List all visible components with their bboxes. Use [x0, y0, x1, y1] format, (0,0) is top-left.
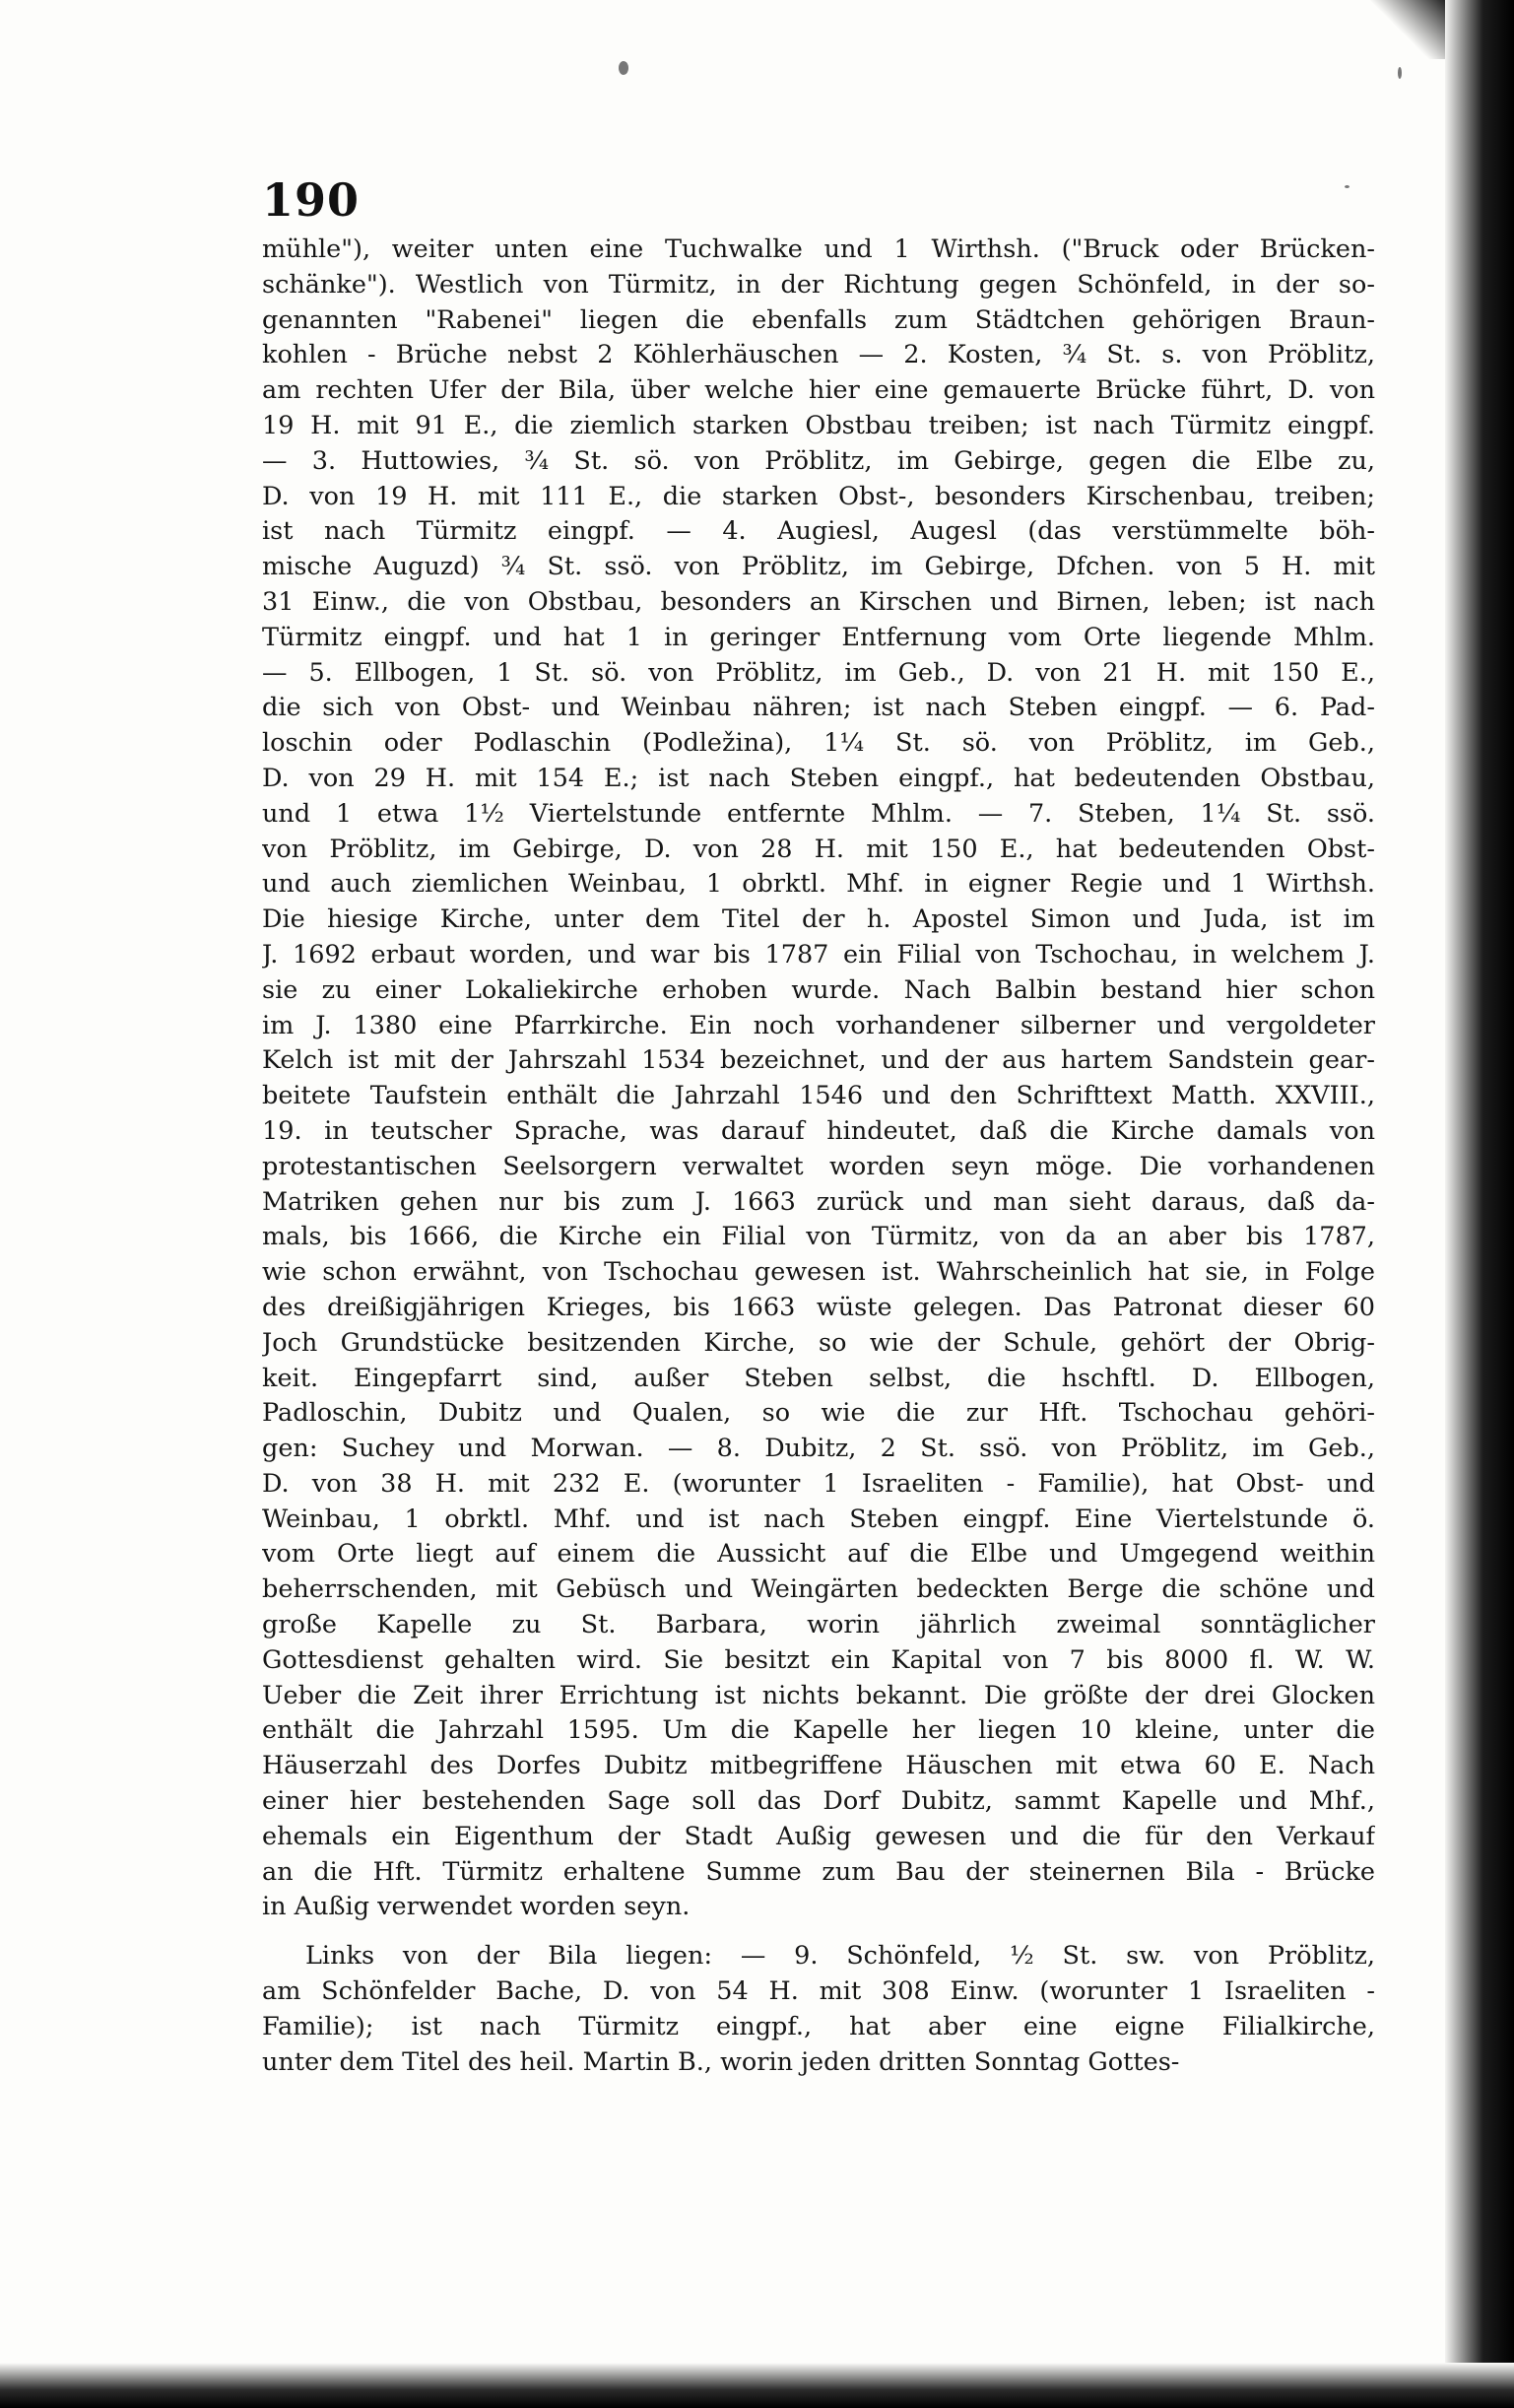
text-line: Familie); ist nach Türmitz eingpf., hat aber eine eigne Filialkirche,	[262, 2011, 1375, 2041]
text-line: unter dem Titel des heil. Martin B., worin jeden dritten Sonntag Gottes-	[262, 2046, 1180, 2077]
text-line: gen: Suchey und Morwan. — 8. Dubitz, 2 St. ssö. von Pröblitz, im Geb.,	[262, 1434, 1375, 1464]
paragraph-gap	[262, 1925, 1375, 1939]
text-line: Türmitz eingpf. und hat 1 in geringer Entfernung vom Orte liegende Mhlm.	[262, 622, 1375, 652]
text-line: Gottesdienst gehalten wird. Sie besitzt ein Kapital von 7 bis 8000 fl. W. W.	[262, 1644, 1375, 1675]
page-number: 190	[262, 173, 361, 227]
text-line: Häuserzahl des Dorfes Dubitz mitbegriffene Häuschen mit etwa 60 E. Nach	[262, 1751, 1375, 1781]
text-line: schänke"). Westlich von Türmitz, in der Richtung gegen Schönfeld, in der so-	[262, 269, 1375, 300]
text-line: Joch Grundstücke besitzenden Kirche, so wie der Schule, gehört der Obrig-	[262, 1327, 1375, 1358]
text-line: 19. in teutscher Sprache, was darauf hindeutet, daß die Kirche damals von	[262, 1115, 1375, 1146]
text-line: genannten "Rabenei" liegen die ebenfalls zum Städtchen gehörigen Braun-	[262, 304, 1375, 335]
text-line: Weinbau, 1 obrktl. Mhf. und ist nach Steben eingpf. Eine Viertelstunde ö.	[262, 1504, 1375, 1534]
text-line: sie zu einer Lokaliekirche erhoben wurde. Nach Balbin bestand hier schon	[262, 974, 1375, 1005]
text-line: ist nach Türmitz eingpf. — 4. Augiesl, Augesl (das verstümmelte böh-	[262, 516, 1375, 547]
text-line: — 3. Huttowies, ¾ St. sö. von Pröblitz, im Gebirge, gegen die Elbe zu,	[262, 445, 1375, 476]
text-line: D. von 19 H. mit 111 E., die starken Obst-, besonders Kirschenbau, treiben;	[262, 481, 1375, 511]
text-line: und 1 etwa 1½ Viertelstunde entfernte Mhlm. — 7. Steben, 1¼ St. ssö.	[262, 798, 1375, 829]
text-line: im J. 1380 eine Pfarrkirche. Ein noch vorhandener silberner und vergoldeter	[262, 1010, 1375, 1040]
text-line: große Kapelle zu St. Barbara, worin jährlich zweimal sonntäglicher	[262, 1610, 1375, 1640]
paragraph	[262, 233, 1375, 1925]
text-line: Padloschin, Dubitz und Qualen, so wie die zur Hft. Tschochau gehöri-	[262, 1398, 1375, 1429]
text-line: loschin oder Podlaschin (Podležina), 1¼ St. sö. von Pröblitz, im Geb.,	[262, 728, 1375, 759]
ink-speck	[1398, 67, 1402, 79]
text-line: ehemals ein Eigenthum der Stadt Außig gewesen und die für den Verkauf	[262, 1821, 1375, 1851]
text-line: wie schon erwähnt, von Tschochau gewesen ist. Wahrscheinlich hat sie, in Folge	[262, 1257, 1375, 1288]
text-line: und auch ziemlichen Weinbau, 1 obrktl. Mhf. in eigner Regie und 1 Wirthsh.	[262, 869, 1375, 900]
text-line: Matriken gehen nur bis zum J. 1663 zurück und man sieht daraus, daß da-	[262, 1186, 1375, 1217]
body-text	[262, 233, 1375, 2080]
text-line: die sich von Obst- und Weinbau nähren; ist nach Steben eingpf. — 6. Pad-	[262, 693, 1375, 723]
text-line: vom Orte liegt auf einem die Aussicht auf die Elbe und Umgegend weithin	[262, 1539, 1375, 1570]
text-line: beitete Taufstein enthält die Jahrzahl 1546 und den Schrifttext Matth. XXVIII.,	[262, 1081, 1375, 1111]
text-line: D. von 38 H. mit 232 E. (worunter 1 Israeliten - Familie), hat Obst- und	[262, 1468, 1375, 1499]
text-line: des dreißigjährigen Krieges, bis 1663 wüste gelegen. Das Patronat dieser 60	[262, 1292, 1375, 1322]
text-line: Die hiesige Kirche, unter dem Titel der h. Apostel Simon und Juda, ist im	[262, 904, 1375, 935]
text-line: in Außig verwendet worden seyn.	[262, 1892, 691, 1922]
text-line: von Pröblitz, im Gebirge, D. von 28 H. mit 150 E., hat bedeutenden Obst-	[262, 834, 1375, 864]
text-line: am rechten Ufer der Bila, über welche hier eine gemauerte Brücke führt, D. von	[262, 375, 1375, 406]
text-line: — 5. Ellbogen, 1 St. sö. von Pröblitz, im Geb., D. von 21 H. mit 150 E.,	[262, 657, 1375, 688]
text-line: Links von der Bila liegen: — 9. Schönfeld, ½ St. sw. von Pröblitz,	[305, 1941, 1375, 1972]
scan-edge-bottom	[0, 2363, 1514, 2408]
text-line: mühle"), weiter unten eine Tuchwalke und 1 Wirthsh. ("Bruck oder Brücken-	[262, 234, 1375, 264]
text-line: enthält die Jahrzahl 1595. Um die Kapelle her liegen 10 kleine, unter die	[262, 1715, 1375, 1746]
text-line: beherrschenden, mit Gebüsch und Weingärten bedeckten Berge die schöne und	[262, 1574, 1375, 1605]
text-line: keit. Eingepfarrt sind, außer Steben selbst, die hschftl. D. Ellbogen,	[262, 1363, 1375, 1393]
text-line: an die Hft. Türmitz erhaltene Summe zum Bau der steinernen Bila - Brücke	[262, 1856, 1375, 1887]
text-line: D. von 29 H. mit 154 E.; ist nach Steben eingpf., hat bedeutenden Obstbau,	[262, 763, 1375, 793]
text-line: kohlen - Brüche nebst 2 Köhlerhäuschen — 2. Kosten, ¾ St. s. von Pröblitz,	[262, 340, 1375, 370]
text-line: 19 H. mit 91 E., die ziemlich starken Obstbau treiben; ist nach Türmitz eingpf.	[262, 410, 1375, 440]
text-line: Kelch ist mit der Jahrszahl 1534 bezeichnet, und der aus hartem Sandstein gear-	[262, 1045, 1375, 1076]
text-line: einer hier bestehenden Sage soll das Dorf Dubitz, sammt Kapelle und Mhf.,	[262, 1786, 1375, 1817]
ink-speck	[1345, 185, 1349, 188]
ink-speck	[619, 61, 628, 75]
text-line: Ueber die Zeit ihrer Errichtung ist nichts bekannt. Die größte der drei Glocken	[262, 1680, 1375, 1710]
text-line: am Schönfelder Bache, D. von 54 H. mit 308 Einw. (worunter 1 Israeliten -	[262, 1976, 1375, 2007]
text-line: mische Auguzd) ¾ St. ssö. von Pröblitz, im Gebirge, Dfchen. von 5 H. mit	[262, 552, 1375, 582]
text-line: mals, bis 1666, die Kirche ein Filial von Türmitz, von da an aber bis 1787,	[262, 1222, 1375, 1252]
text-line: J. 1692 erbaut worden, und war bis 1787 ein Filial von Tschochau, in welchem J.	[262, 939, 1375, 970]
text-line: 31 Einw., die von Obstbau, besonders an Kirschen und Birnen, leben; ist nach	[262, 586, 1375, 617]
paragraph	[262, 1939, 1375, 2080]
scan-edge-right	[1445, 0, 1514, 2408]
text-line: protestantischen Seelsorgern verwaltet worden seyn möge. Die vorhandenen	[262, 1151, 1375, 1181]
